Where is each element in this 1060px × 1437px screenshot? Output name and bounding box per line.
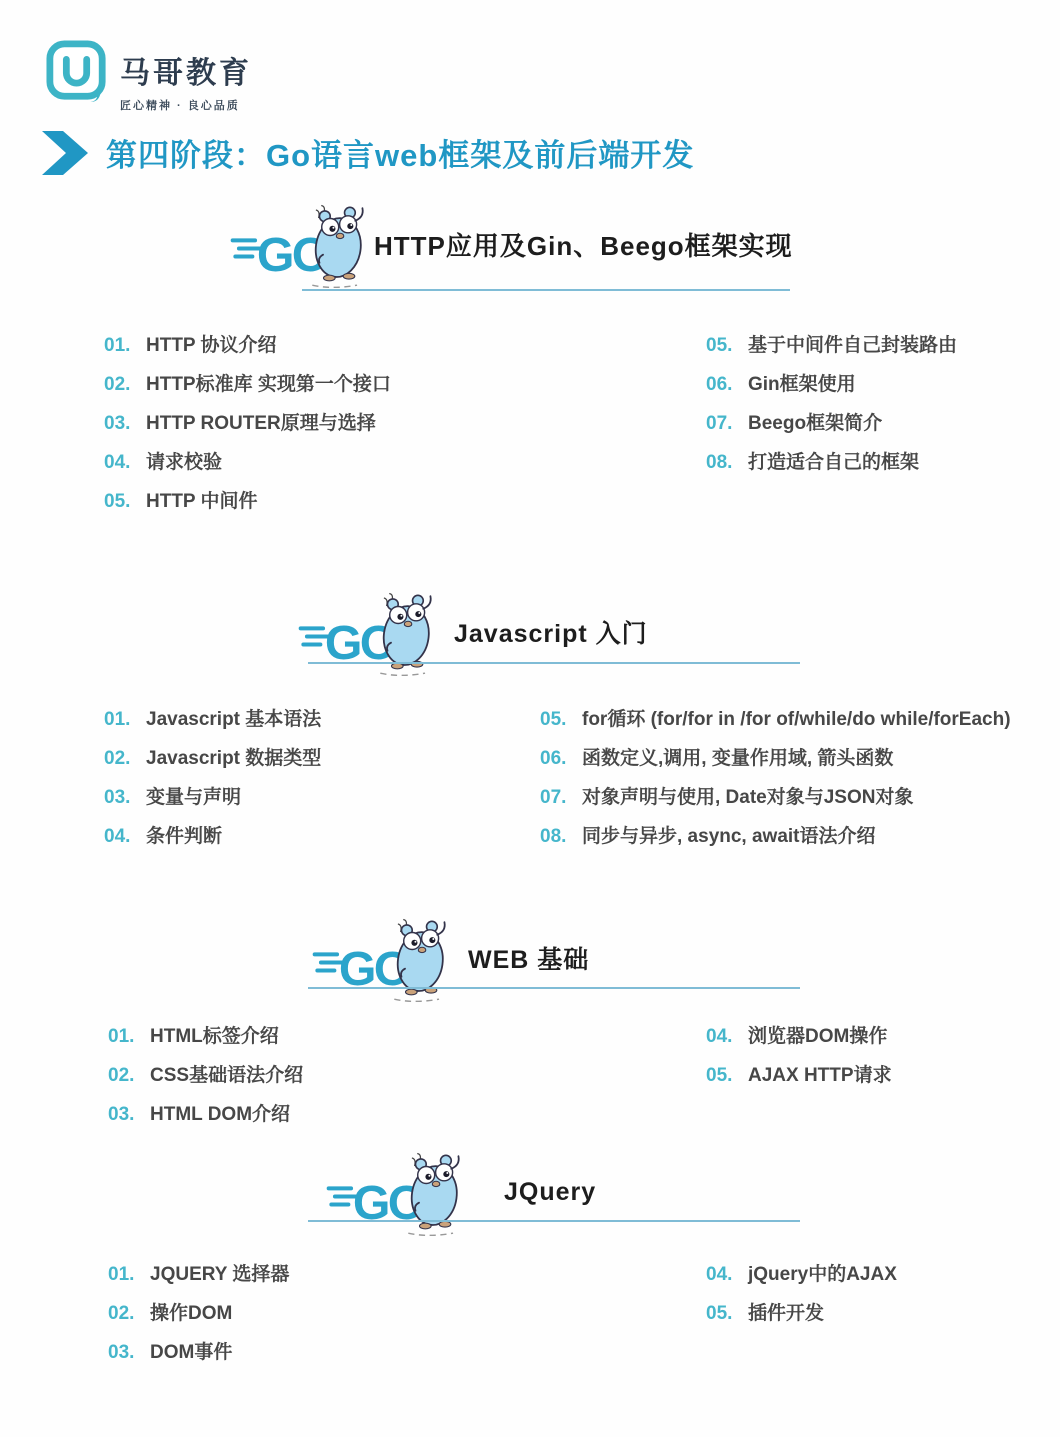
- section-underline: [308, 662, 800, 664]
- section-header-http: [230, 200, 793, 288]
- course-item: [104, 824, 321, 863]
- item-number: 03.: [108, 1104, 135, 1125]
- page-title: 第四阶段：Go语言web框架及前后端开发: [106, 138, 695, 173]
- item-text: 对象声明与使用, Date对象与JSON对象: [582, 787, 914, 808]
- course-list-right: [706, 1024, 892, 1102]
- section-underline: [302, 289, 790, 291]
- item-text: 插件开发: [748, 1303, 825, 1324]
- item-number: 05.: [706, 1065, 733, 1086]
- item-text: HTTP标准库 实现第一个接口: [146, 374, 391, 395]
- item-number: 07.: [540, 787, 567, 808]
- course-item: [108, 1102, 303, 1141]
- item-text: Beego框架简介: [748, 413, 883, 434]
- item-text: for循环 (for/for in /for of/while/do while/forEach): [582, 709, 1011, 730]
- item-number: 05.: [706, 1303, 733, 1324]
- brand-tagline: 匠心精神 · 良心品质: [120, 100, 240, 112]
- course-list-left: [104, 333, 391, 528]
- course-item: [108, 1262, 289, 1301]
- course-item: [104, 746, 321, 785]
- course-item: [104, 707, 321, 746]
- item-text: HTTP 协议介绍: [146, 335, 277, 356]
- section-title: JQuery: [504, 1177, 597, 1206]
- item-number: 07.: [706, 413, 733, 434]
- item-number: 05.: [706, 335, 733, 356]
- course-item: [706, 1024, 892, 1063]
- item-text: 函数定义,调用, 变量作用域, 箭头函数: [582, 748, 894, 769]
- course-item: [706, 1063, 892, 1102]
- course-item: [706, 450, 957, 489]
- item-text: 操作DOM: [150, 1303, 233, 1324]
- item-number: 04.: [706, 1264, 733, 1285]
- course-item: [108, 1340, 289, 1379]
- course-item: [706, 1262, 897, 1301]
- item-number: 03.: [104, 787, 131, 808]
- section-underline: [308, 987, 800, 989]
- item-number: 08.: [706, 452, 733, 473]
- item-text: 打造适合自己的框架: [748, 452, 920, 473]
- item-text: 条件判断: [146, 826, 223, 847]
- course-item: [540, 746, 1011, 785]
- brand-header: [46, 40, 252, 113]
- item-number: 01.: [108, 1264, 135, 1285]
- course-item: [706, 411, 957, 450]
- item-text: 基于中间件自己封装路由: [748, 335, 958, 356]
- item-number: 01.: [104, 709, 131, 730]
- item-number: 02.: [108, 1303, 135, 1324]
- section-title: WEB 基础: [468, 946, 590, 974]
- course-item: [540, 785, 1011, 824]
- chevron-icon: [42, 131, 88, 175]
- course-list-right: [540, 707, 1011, 863]
- item-number: 05.: [540, 709, 567, 730]
- item-text: HTTP ROUTER原理与选择: [146, 413, 376, 434]
- item-number: 04.: [706, 1026, 733, 1047]
- item-text: 同步与异步, async, await语法介绍: [582, 826, 876, 847]
- course-item: [104, 489, 391, 528]
- item-number: 06.: [540, 748, 567, 769]
- course-list-left: [108, 1262, 289, 1379]
- course-item: [104, 450, 391, 489]
- item-number: 01.: [108, 1026, 135, 1047]
- item-number: 02.: [104, 374, 131, 395]
- item-text: 请求校验: [146, 452, 223, 473]
- magedu-logo-icon: [46, 40, 108, 104]
- course-item: [104, 411, 391, 450]
- item-text: JQUERY 选择器: [150, 1264, 290, 1285]
- item-number: 02.: [104, 748, 131, 769]
- course-item: [108, 1063, 303, 1102]
- section-underline: [308, 1220, 800, 1222]
- item-number: 01.: [104, 335, 131, 356]
- section-header-jquery: [326, 1148, 596, 1236]
- course-item: [540, 824, 1011, 863]
- item-text: Javascript 基本语法: [146, 709, 322, 730]
- course-item: [706, 372, 957, 411]
- item-text: HTML标签介绍: [150, 1026, 279, 1047]
- course-item: [108, 1301, 289, 1340]
- item-number: 04.: [104, 452, 131, 473]
- course-list-right: [706, 1262, 897, 1340]
- course-list-left: [104, 707, 321, 863]
- course-list-right: [706, 333, 957, 489]
- course-item: [540, 707, 1011, 746]
- section-title: HTTP应用及Gin、Beego框架实现: [374, 230, 793, 261]
- course-item: [706, 333, 957, 372]
- item-text: HTTP 中间件: [146, 491, 258, 512]
- go-gopher-logo: [230, 200, 366, 288]
- item-number: 03.: [108, 1342, 135, 1363]
- item-text: CSS基础语法介绍: [150, 1065, 304, 1086]
- brand-name: 马哥教育: [120, 57, 252, 90]
- item-text: AJAX HTTP请求: [748, 1065, 892, 1086]
- course-item: [104, 333, 391, 372]
- stage-title-row: [42, 130, 694, 175]
- item-number: 08.: [540, 826, 567, 847]
- course-item: [706, 1301, 897, 1340]
- item-number: 05.: [104, 491, 131, 512]
- item-text: jQuery中的AJAX: [748, 1264, 897, 1285]
- item-number: 06.: [706, 374, 733, 395]
- item-text: HTML DOM介绍: [150, 1104, 291, 1125]
- item-number: 03.: [104, 413, 131, 434]
- item-number: 02.: [108, 1065, 135, 1086]
- section-title: Javascript 入门: [454, 620, 648, 648]
- go-gopher-logo: [326, 1148, 462, 1236]
- course-item: [104, 785, 321, 824]
- item-text: 浏览器DOM操作: [748, 1026, 888, 1047]
- course-list-left: [108, 1024, 303, 1141]
- item-number: 04.: [104, 826, 131, 847]
- item-text: Javascript 数据类型: [146, 748, 322, 769]
- item-text: DOM事件: [150, 1342, 233, 1363]
- course-item: [108, 1024, 303, 1063]
- item-text: 变量与声明: [146, 787, 242, 808]
- course-item: [104, 372, 391, 411]
- item-text: Gin框架使用: [748, 374, 856, 395]
